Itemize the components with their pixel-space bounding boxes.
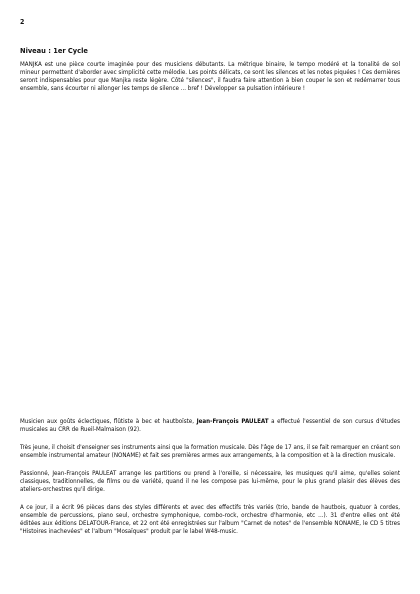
level-heading: Niveau : 1er Cycle <box>20 46 88 55</box>
intro-paragraph: MANJKA est une pièce courte imaginée pour des musiciens débutants. La métrique binaire, le tempo modéré et la tonalité de sol mineur permettent d'aborder avec simplicité cette mélodie. Les points délicats, ce sont les silences et les notes piquées ! Ces dernières seront indispensables pour que Manjka reste légère. Côté "silences", il faudra faire attention à bien couper le son et redémarrer tous ensemble, sans écourter ni allonger les temps de silence ... bref ! Développer sa pulsation intérieure ! <box>20 61 400 92</box>
page-number: 2 <box>20 18 25 26</box>
bio-p1-after: a effectué l'essentiel de son cursus d'études musicales au CRR de Rueil-Malmaison (92). <box>20 418 400 433</box>
biography-section <box>20 418 400 546</box>
intro-section <box>20 61 400 93</box>
bio-paragraph-1 <box>20 418 400 434</box>
bio-paragraph-4: A ce jour, il a écrit 96 pièces dans des styles différents et avec des effectifs très variés (trio, bande de hautbois, quatuor à cordes, ensemble de percussions, piano seul, orchestre symphonique, combo-rock, orchestre d'harmonie, etc ...). 31 d'entre elles ont été éditées aux éditions DELATOUR-France, et 22 ont été enregistrées sur l'album "Carnet de notes" de l'ensemble NONAME, le CD 5 titres "Histoires inachevées" et l'album "Mosaïques" produit par le label W48-music. <box>20 504 400 535</box>
composer-name: Jean-François PAULEAT <box>196 418 269 425</box>
bio-p1-before: Musicien aux goûts éclectiques, flûtiste à bec et hautboïste, <box>20 418 197 425</box>
bio-paragraph-3: Passionné, Jean-François PAULEAT arrange les partitions ou prend à l'oreille, si nécessaire, les musiques qu'il aime, qu'elles soient classiques, traditionnelles, de films ou de variété, quand il ne les compose pas lui-même, pour le plus grand plaisir des élèves des ateliers-orchestres qu'il dirige. <box>20 470 400 493</box>
bio-paragraph-2: Très jeune, il choisit d'enseigner ses instruments ainsi que la formation musicale. Dès l'âge de 17 ans, il se fait remarquer en créant son ensemble instrumental amateur (NONAME) et fait ses premières armes aux arrangements, à la composition et à la direction musicale. <box>20 444 400 459</box>
